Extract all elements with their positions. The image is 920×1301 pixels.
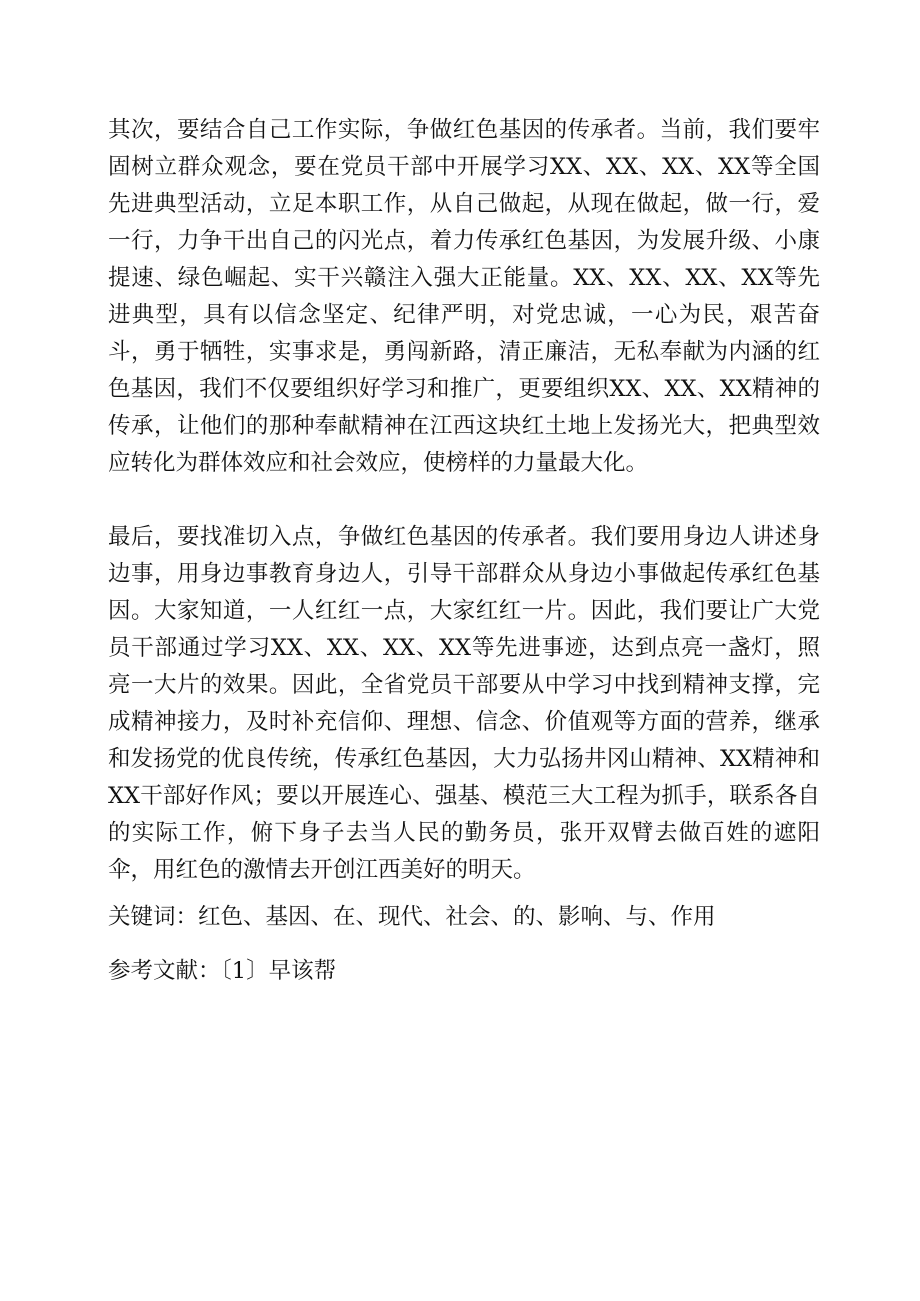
keywords-line: 关键词：红色、基因、在、现代、社会、的、影响、与、作用 (108, 904, 716, 930)
references-line: 参考文献：〔1〕早该帮 (108, 958, 337, 984)
paragraph-finally: 最后，要找准切入点，争做红色基因的传承者。我们要用身边人讲述身边事，用身边事教育身边人，引导干部群众从身边小事做起传承红色基因。大家知道，一人红红一点，大家红红一片。因此，我们要让广大党员干部通过学习XX、XX、XX、XX等先进事迹，达到点亮一盏灯，照亮一大片的效果。因此，全省党员干部要从中学习中找到精神支撑，完成精神接力，及时补充信仰、理想、信念、价值观等方面的营养，继承和发扬党的优良传统，传承红色基因，大力弘扬井冈山精神、XX精神和XX干部好作风；要以开展连心、强基、模范三大工程为抓手，联系各自的实际工作，俯下身子去当人民的勤务员，张开双臂去做百姓的遮阳伞，用红色的激情去开创江西美好的明天。 (108, 524, 820, 883)
document-body (108, 112, 820, 889)
paragraph-secondly: 其次，要结合自己工作实际，争做红色基因的传承者。当前，我们要牢固树立群众观念，要在党员干部中开展学习XX、XX、XX、XX等全国先进典型活动，立足本职工作，从自己做起，从现在做起，做一行，爱一行，力争干出自己的闪光点，着力传承红色基因，为发展升级、小康提速、绿色崛起、实干兴赣注入强大正能量。XX、XX、XX、XX等先进典型，具有以信念坚定、纪律严明，对党忠诚，一心为民，艰苦奋斗，勇于牺牲，实事求是，勇闯新路，清正廉洁，无私奉献为内涵的红色基因，我们不仅要组织好学习和推广，更要组织XX、XX、XX精神的传承，让他们的那种奉献精神在江西这块红土地上发扬光大，把典型效应转化为群体效应和社会效应，使榜样的力量最大化。 (108, 117, 820, 476)
